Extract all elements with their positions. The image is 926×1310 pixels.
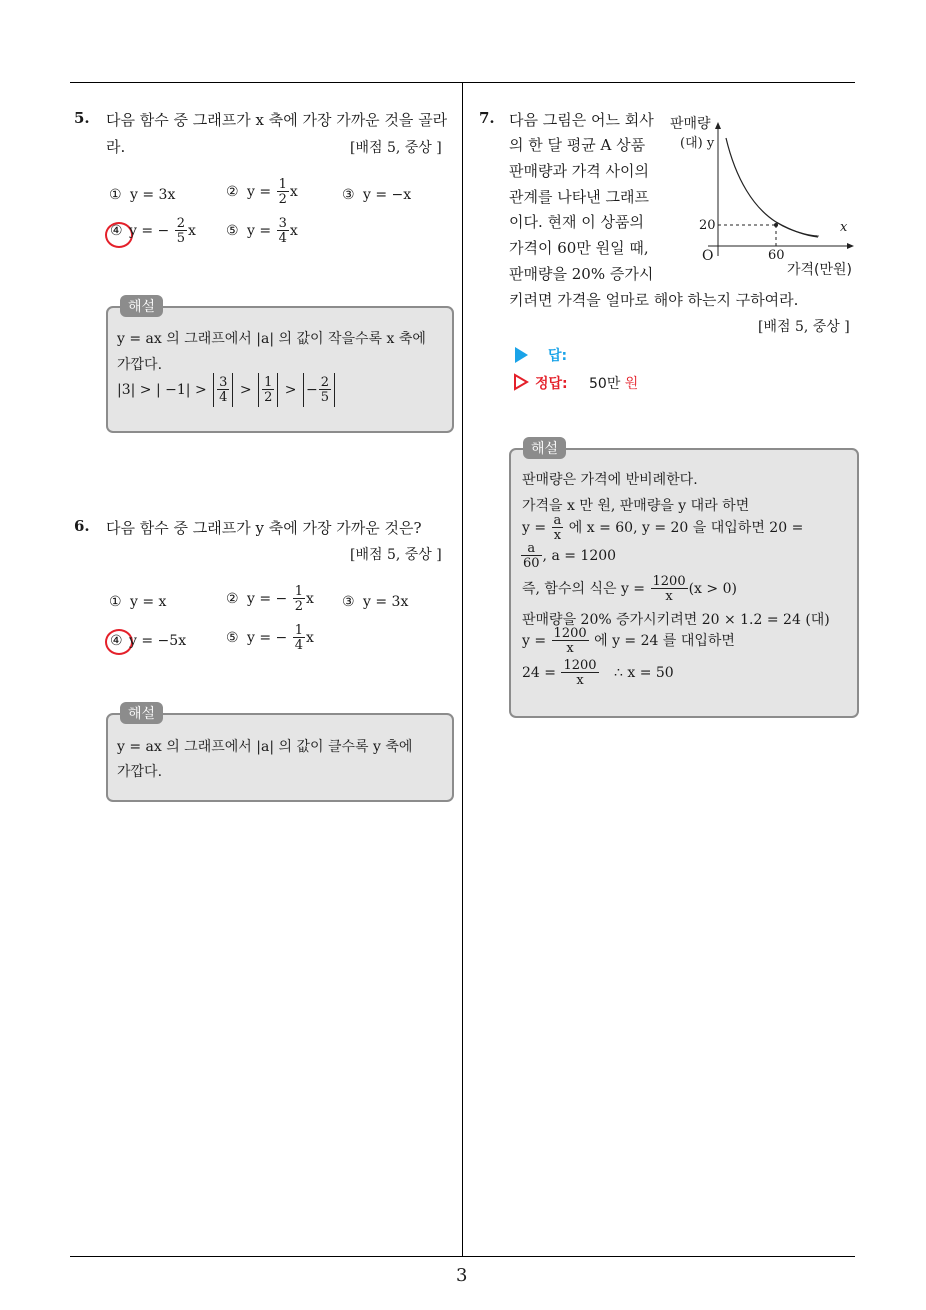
q5-option-2-fraction: $\frac{1}{2}$: [278, 177, 287, 207]
correct-arrow-icon: [513, 373, 529, 391]
correct-answer-value: 50만 원: [589, 376, 639, 392]
q5-explanation-line2: 가깝다.: [117, 357, 163, 373]
q5-explanation-tag: 해설: [120, 295, 163, 317]
q5-option-2-pre: y =: [247, 184, 272, 200]
correct-answer-unit: 원: [624, 376, 639, 392]
q5-option-4-post: x: [188, 223, 196, 239]
q5-option-4-label: ④: [110, 223, 123, 239]
q5-stem-line1: 다음 함수 중 그래프가 x 축에 가장 가까운 것을 골라: [106, 111, 448, 129]
q5-option-5[interactable]: [226, 217, 298, 245]
graph-point: [774, 223, 778, 227]
q7-explanation-line3: y = $\frac{a}{x}$ 에 x = 60, y = 20 을 대입하면 20 =: [522, 513, 804, 543]
bottom-rule: [70, 1256, 855, 1257]
q6-option-2[interactable]: [226, 585, 314, 613]
q6-stem-line1: 다음 함수 중 그래프가 y 축에 가장 가까운 것은?: [106, 519, 422, 537]
q7-number: 7.: [479, 109, 495, 127]
q5-option-2-label: ②: [226, 184, 239, 200]
q7-explanation-line6: 판매량을 20% 증가시키려면 20 × 1.2 = 24 (대): [522, 612, 830, 628]
q6-option-1-expr: y = x: [130, 594, 167, 610]
q5-score-meta: [배점 5, 중상 ]: [350, 140, 442, 156]
q5-option-1-expr: y = 3x: [130, 187, 176, 203]
graph-x-axis-arrow: [847, 243, 854, 249]
q7-stem-line3: 판매량과 가격 사이의: [509, 162, 649, 180]
q5-option-1-label: ①: [109, 187, 122, 203]
q5-explanation-inequality: |3| > | −1| > $\frac{3}{4}$ > $\frac{1}{2}$ > − $\frac{2}{5}$: [117, 373, 337, 407]
graph-xlabel-var: x: [840, 220, 848, 235]
q5-option-3-expr: y = −x: [363, 187, 412, 203]
q5-option-4-pre: y = −: [129, 223, 170, 239]
q6-option-4-expr: y = −5x: [129, 633, 187, 649]
answer-label: 답:: [548, 348, 568, 364]
q5-option-4[interactable]: [110, 217, 196, 245]
correct-answer-label: 정답:: [535, 376, 568, 392]
q6-option-4[interactable]: [110, 633, 186, 649]
q5-option-4-fraction: $\frac{2}{5}$: [176, 216, 186, 246]
q6-option-4-label: ④: [110, 633, 123, 649]
q6-option-3-expr: y = 3x: [363, 594, 409, 610]
q5-explanation-line1: y = ax 의 그래프에서 |a| 의 값이 작을수록 x 축에: [117, 331, 426, 347]
q6-option-5-fraction: $\frac{1}{4}$: [294, 623, 304, 653]
q6-option-2-label: ②: [226, 591, 239, 607]
q6-option-2-pre: y = −: [247, 591, 288, 607]
q5-option-5-pre: y =: [247, 223, 272, 239]
graph-curve: [726, 138, 818, 236]
q6-option-2-fraction: $\frac{1}{2}$: [294, 584, 304, 614]
q5-option-5-fraction: $\frac{3}{4}$: [278, 216, 287, 246]
q7-stem-line2: 의 한 달 평균 A 상품: [509, 136, 646, 154]
q7-stem-line8: 키려면 가격을 얼마로 해야 하는지 구하여라.: [509, 291, 799, 309]
graph-tick-y: 20: [699, 218, 716, 233]
q7-stem-line5: 이다. 현재 이 상품의: [509, 213, 644, 231]
q6-explanation-box: [106, 713, 454, 802]
q5-stem-line2: 라.: [106, 138, 126, 156]
q7-explanation-line2: 가격을 x 만 원, 판매량을 y 대라 하면: [522, 498, 750, 514]
q7-explanation-line5: 즉, 함수의 식은 y = $\frac{1200}{x}$ (x > 0): [522, 574, 737, 604]
answer-arrow-icon: [515, 347, 528, 363]
q5-option-5-label: ⑤: [226, 223, 239, 239]
q7-stem-line4: 관계를 나타낸 그래프: [509, 188, 649, 206]
q5-option-5-post: x: [289, 223, 298, 239]
q5-option-3[interactable]: [342, 187, 411, 203]
q5-option-2[interactable]: [226, 178, 298, 206]
graph-origin: O: [702, 248, 714, 264]
q5-number: 5.: [74, 109, 90, 127]
q6-option-1[interactable]: [109, 594, 166, 610]
graph-xlabel: 가격(만원): [787, 262, 853, 278]
column-divider: [462, 82, 463, 1257]
q6-number: 6.: [74, 517, 90, 535]
q6-option-2-post: x: [306, 591, 314, 607]
q7-stem-line6: 가격이 60만 원일 때,: [509, 239, 649, 257]
q6-option-3-label: ③: [342, 594, 355, 610]
q6-option-5-post: x: [306, 630, 314, 646]
q7-score-meta: [배점 5, 중상 ]: [758, 319, 850, 335]
q5-option-2-post: x: [289, 184, 298, 200]
q7-explanation-line1: 판매량은 가격에 반비례한다.: [522, 472, 698, 488]
q6-score-meta: [배점 5, 중상 ]: [350, 547, 442, 563]
q6-option-5[interactable]: [226, 624, 314, 652]
q7-explanation-line8: 24 = $\frac{1200}{x}$ ∴ x = 50: [522, 658, 674, 688]
q6-explanation-line2: 가깝다.: [117, 764, 163, 780]
q6-option-5-label: ⑤: [226, 630, 239, 646]
q7-explanation-line4: $\frac{a}{60}$ , a = 1200: [523, 541, 617, 571]
q5-option-3-label: ③: [342, 187, 355, 203]
graph-ylabel-top: 판매량: [670, 116, 711, 132]
q5-option-1[interactable]: [109, 187, 175, 203]
q6-explanation-tag: 해설: [120, 702, 163, 724]
q7-stem-line1: 다음 그림은 어느 회사: [509, 111, 654, 129]
q7-stem-line7: 판매량을 20% 증가시: [509, 265, 654, 283]
q6-option-1-label: ①: [109, 594, 122, 610]
graph-y-axis-arrow: [715, 122, 721, 129]
graph-tick-x: 60: [768, 248, 785, 263]
q7-explanation-line7: y = $\frac{1200}{x}$ 에 y = 24 를 대입하면: [522, 626, 735, 656]
graph-ylabel-bottom: (대) y: [680, 136, 715, 151]
page-number: 3: [456, 1265, 468, 1286]
q6-option-3[interactable]: [342, 594, 408, 610]
q6-option-5-pre: y = −: [247, 630, 288, 646]
q7-explanation-tag: 해설: [523, 437, 566, 459]
q6-explanation-line1: y = ax 의 그래프에서 |a| 의 값이 클수록 y 축에: [117, 739, 413, 755]
